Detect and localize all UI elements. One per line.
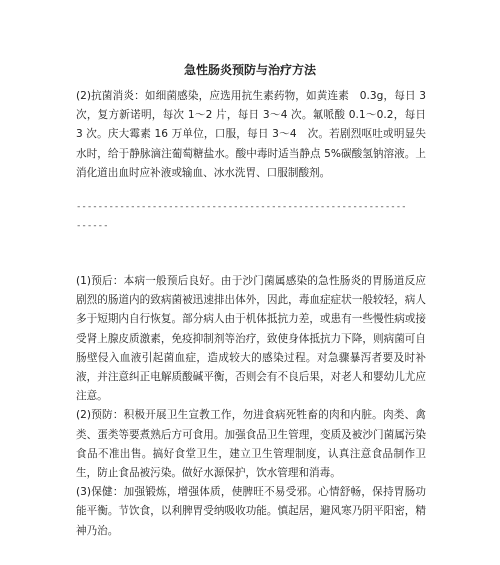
separator-line-continuation: ------	[76, 221, 109, 231]
document-title: 急性肠炎预防与治疗方法	[183, 63, 316, 77]
health-care-paragraph: (3)保健：加强锻炼，增强体质，使脾旺不易受邪。心情舒畅，保持胃肠功能平衡。节饮食，以利脾胃受纳吸收功能。慎起居，避风寒乃阴平阳密，精神乃治。	[76, 486, 426, 537]
treatment-section	[76, 87, 426, 183]
antibacterial-paragraph: (2)抗菌消炎：如细菌感染，应选用抗生素药物，如黄连素 0.3g，每日 3 次，复方新诺明，每次 1～2 片，每日 3～4 次。氟哌酸 0.1～0.2，每日 3 次。庆大霉素 16 万单位，口服，每日 3～4 次。若剧烈呕吐或明显失水时，给于静脉滴注葡萄糖盐水。酸中毒时适当静点 5%碳酸氢钠溶液。上消化道出血时应补液或输血、冰水洗胃、口服制酸剂。	[76, 90, 426, 179]
prognosis-prevention-section	[76, 272, 426, 541]
prevention-paragraph: (2)预防：积极开展卫生宣教工作，勿进食病死牲畜的肉和内脏。肉类、禽类、蛋类等要煮熟后方可食用。加强食品卫生管理，变质及被沙门菌属污染食品不准出售。搞好食堂卫生，建立卫生管理制度，认真注意食品制作卫生，防止食品被污染。做好水源保护，饮水管理和消毒。	[76, 409, 426, 480]
separator-line: -------------------------------------------------------------	[76, 202, 407, 212]
prognosis-paragraph: (1)预后：本病一般预后良好。由于沙门菌属感染的急性肠炎的胃肠道反应剧烈的肠道内的致病菌被迅速排出体外，因此，毒血症症状一般较轻，病人多于短期内自行恢复。部分病人由于机体抵抗力差，或患有一些慢性病或接受肾上腺皮质激素，免疫抑制剂等治疗，致使身体抵抗力下降，则病菌可自肠壁侵入血液引起菌血症，造成较大的感染过程。对急骤暴泻者要及时补液，并注意纠正电解质酸碱平衡，否则会有不良后果，对老人和婴幼儿尤应注意。	[76, 275, 426, 403]
